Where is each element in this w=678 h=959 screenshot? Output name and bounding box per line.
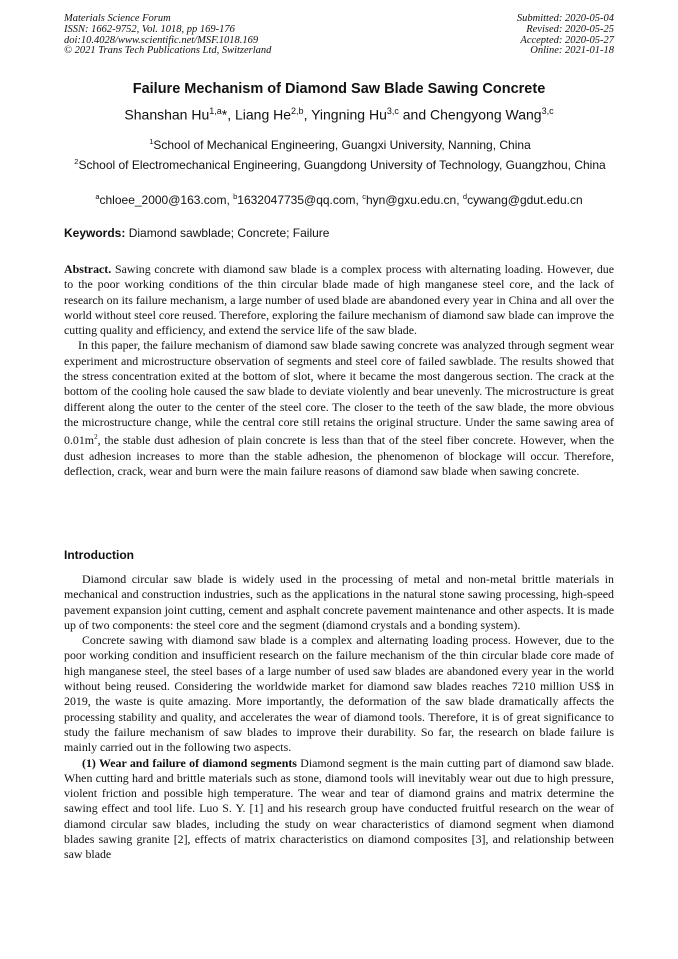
author-affil-sup: 3,c bbox=[386, 106, 399, 116]
author-affil-sup: 3,c bbox=[541, 106, 554, 116]
online-date: Online: 2021-01-18 bbox=[530, 45, 614, 57]
email-link[interactable]: chloee_2000@163.com, bbox=[99, 193, 234, 207]
email-link[interactable]: 1632047735@qq.com, bbox=[237, 193, 363, 207]
email-link[interactable]: cywang@gdut.edu.cn bbox=[467, 193, 583, 207]
revised-date: Revised: 2020-05-25 bbox=[526, 23, 614, 35]
author-affil-sup: 2,b bbox=[291, 106, 304, 116]
abstract-paragraph: Abstract. Sawing concrete with diamond saw blade is a complex process with alternating loading. However, due to the poor working conditions of the thin circular blade made of high manganese steel core, and the lack of research on its failure mechanism, a large number of used blade are abandoned every year in China and all over the world without steel core reused. Therefore, exploring the failure mechanism of diamond saw blade can improve the cutting quality and efficiency, and extend the service life of the saw blade. bbox=[64, 262, 614, 338]
introduction-body bbox=[64, 572, 614, 863]
abstract-paragraph: In this paper, the failure mechanism of diamond saw blade sawing concrete was analyzed through segment wear experiment and microstructure observation of segments and steel core of failed sawblade. The results showed that the stress concentration exited at the bottom of slot, where it became the most dangerous section. The crack at the bottom of the cooling hole caused the saw blade to deviate violently and bear unevenly. The microstructure is great different along the outer to the center of the steel core. The closer to the teeth of the saw blade, the more obvious the microstructure change, while the central core still retains the original structure. Under the same sawing area of $0.01m^2$, the stable dust adhesion of plain concrete is less than that of the steel fiber concrete. However, when the dust adhesion increases to more than the stable adhesion, the phenomenon of blockage will occur. Therefore, deflection, crack, wear and burn were the main failure reasons of diamond saw blade when sawing concrete. bbox=[64, 338, 614, 478]
email-link[interactable]: hyn@gxu.edu.cn, bbox=[365, 193, 463, 207]
author-affil-sup: 1,a bbox=[209, 106, 222, 116]
abstract-label: Abstract. bbox=[64, 262, 112, 276]
body-paragraph: Concrete sawing with diamond saw blade is a complex and alternating loading process. However, due to the poor working condition and insufficient research on the failure mechanism of the thin circular blade core made of high manganese steel, the steel bases of a large number of used saw blades are abandoned every year in the world without being reused. Considering the worldwide market for diamond saw blades reaches 7210 million US$ in 2019, the waste is quite amazing. More importantly, the deformation of the saw blade dramatically affects the processing stability and quality, and accelerates the wear of diamond tools. Therefore, it is of great significance to study the failure mechanism of saw blades to improve their durability. So far, the research on blade failure is mainly carried out in the following two aspects. bbox=[64, 633, 614, 755]
accepted-date: Accepted: 2020-05-27 bbox=[520, 34, 614, 46]
issn-line: ISSN: 1662-9752, Vol. 1018, pp 169-176 bbox=[64, 23, 235, 35]
journal-name: Materials Science Forum bbox=[64, 13, 171, 24]
author-emails: $^a$chloee_2000@163.com, $^b$1632047735@qq.com, $^c$hyn@gxu.edu.cn, $^d$cywang@gdut.edu.cn bbox=[95, 192, 583, 207]
author-list: Shanshan Hu$^{1,a}$*, Liang He$^{2,b}$, Yingning Hu$^{3,c}$ and Chengyong Wang$^{3,c}$ bbox=[124, 106, 554, 123]
keywords-label: Keywords: bbox=[64, 226, 126, 240]
affiliation-1: $^1$School of Mechanical Engineering, Guangxi University, Nanning, China bbox=[149, 137, 531, 152]
keywords bbox=[64, 226, 614, 240]
abstract bbox=[64, 262, 614, 479]
section-heading: Introduction bbox=[64, 548, 134, 562]
affiliation-2: $^2$School of Electromechanical Engineering, Guangdong University of Technology, Guangzhou, China bbox=[74, 157, 606, 172]
author-name: Chengyong Wang bbox=[430, 106, 542, 123]
submission-dates bbox=[517, 14, 614, 57]
corresponding-mark: * bbox=[221, 106, 228, 123]
journal-info bbox=[64, 14, 271, 57]
author-name: Liang He bbox=[235, 106, 292, 123]
submitted-date: Submitted: 2020-05-04 bbox=[516, 13, 614, 24]
author-name: Yingning Hu bbox=[311, 106, 387, 123]
doi-line: doi:10.4028/www.scientific.net/MSF.1018.169 bbox=[64, 34, 259, 46]
paper-title: Failure Mechanism of Diamond Saw Blade Sawing Concrete bbox=[132, 81, 546, 97]
keywords-text: Diamond sawblade; Concrete; Failure bbox=[128, 226, 330, 240]
subsection-label: (1) Wear and failure of diamond segments bbox=[82, 755, 297, 770]
body-paragraph: Diamond circular saw blade is widely used in the processing of metal and non-metal brittle materials in mechanical and construction industries, such as the applications in the natural stone sawing processing, high-speed pavement expansion joint cutting, cement and asphalt concrete pavement maintenance and other aspects. It is made up of two components: the steel core and the segment (diamond crystals and a bonding system). bbox=[64, 572, 614, 632]
author-name: Shanshan Hu bbox=[124, 106, 210, 123]
body-paragraph: (1) Wear and failure of diamond segments Diamond segment is the main cutting part of diamond saw blade. When cutting hard and brittle materials such as stone, diamond tools will inevitably wear out due to high pressure, violent friction and possible high temperature. The wear and tear of diamond grains and matrix determine the sawing effect and tool life. Luo S. Y. [1] and his research group have conducted fruitful research on the wear of diamond circular saw blades, including the study on wear characteristics of diamond segment when diamond blades sawing granite [2], effects of matrix characteristics on diamond composites [3], and relationship between saw blade bbox=[64, 755, 614, 862]
copyright-line: © 2021 Trans Tech Publications Ltd, Switzerland bbox=[64, 45, 272, 57]
